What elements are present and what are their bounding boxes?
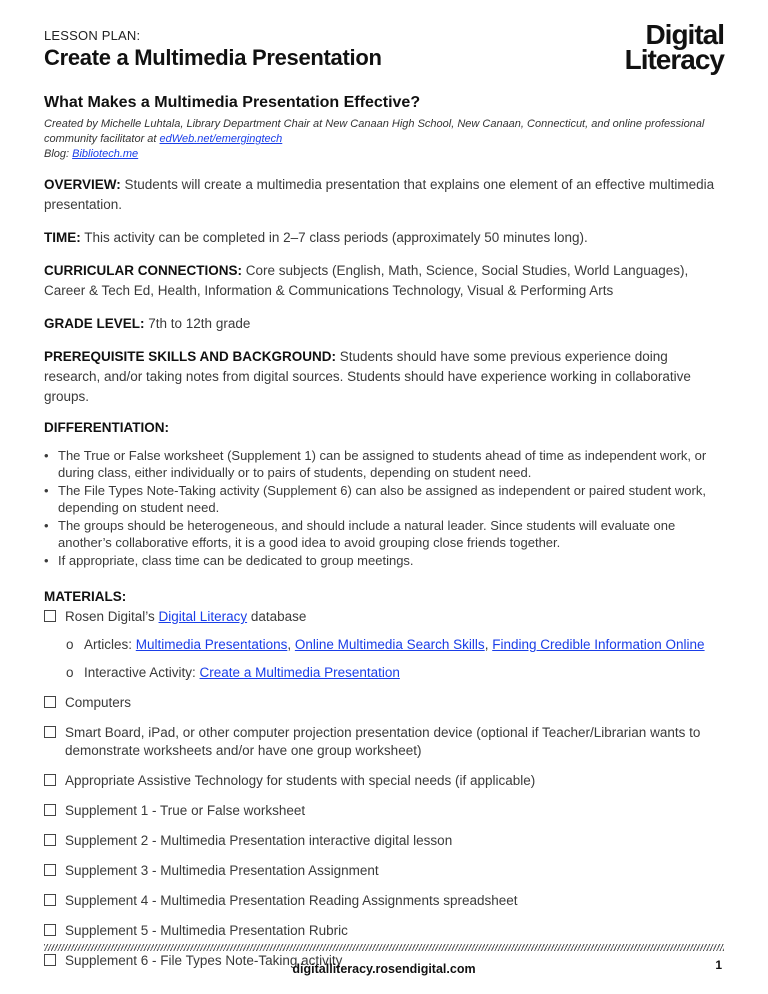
articles-subitem: o Articles: Multimedia Presentations, Online Multimedia Search Skills, Finding Credible Information Online xyxy=(66,637,705,652)
credit-text: Created by Michelle Luhtala, Library Department Chair at New Canaan High School, New Canaan, Connecticut, and online professional community facilitator at xyxy=(44,118,705,145)
overview-label: OVERVIEW: xyxy=(44,177,121,192)
page-header xyxy=(44,19,724,78)
materials-item xyxy=(44,862,724,880)
grade-paragraph xyxy=(44,314,724,334)
logo-line-2: Literacy xyxy=(624,44,724,75)
materials-item-text: Supplement 4 - Multimedia Presentation Reading Assignments spreadsheet xyxy=(65,893,518,908)
article-link-finding-credible-info[interactable]: Finding Credible Information Online xyxy=(492,637,705,652)
digital-literacy-link[interactable]: Digital Literacy xyxy=(158,609,248,624)
checkbox-icon xyxy=(44,726,56,738)
digital-literacy-logo xyxy=(585,19,724,75)
list-item: • If appropriate, class time can be dedicated to group meetings. xyxy=(44,552,724,569)
lesson-title: Create a Multimedia Presentation xyxy=(44,45,382,70)
circle-bullet-icon: o xyxy=(66,665,74,680)
prereq-paragraph xyxy=(44,347,724,407)
materials-item-text: Supplement 2 - Multimedia Presentation interactive digital lesson xyxy=(65,833,453,848)
page-number: 1 xyxy=(715,958,722,972)
materials-item-text: Supplement 6 - File Types Note-Taking activity xyxy=(65,953,343,968)
list-item: • The groups should be heterogeneous, and should include a natural leader. Since students will evaluate one another’s collaborative efforts, it is a good idea to avoid grouping close friends together. xyxy=(44,517,724,551)
time-label: TIME: xyxy=(44,230,81,245)
checkbox-icon xyxy=(44,696,56,708)
grade-label: GRADE LEVEL: xyxy=(44,316,145,331)
checkbox-icon xyxy=(44,834,56,846)
overview-text: Students will create a multimedia presentation that explains one element of an effective multimedia presentation. xyxy=(44,177,715,212)
list-item: • The True or False worksheet (Supplement 1) can be assigned to students ahead of time as independent work, or during class, either individually or to pairs of students, depending on student need. xyxy=(44,447,724,481)
materials-item-text: Appropriate Assistive Technology for students with special needs (if applicable) xyxy=(65,773,536,788)
interactive-activity-link[interactable]: Create a Multimedia Presentation xyxy=(199,665,400,680)
list-item: • The File Types Note-Taking activity (Supplement 6) can also be assigned as independent or paired student work, depending on student need. xyxy=(44,482,724,516)
materials-item xyxy=(44,892,724,910)
article-link-online-multimedia-search[interactable]: Online Multimedia Search Skills xyxy=(294,637,485,652)
logo-line-1: Digital xyxy=(645,19,724,50)
checkbox-icon xyxy=(44,804,56,816)
curricular-text: Core subjects (English, Math, Science, Social Studies, World Languages), Career & Tech Ed, Health, Information & Communications Technology, Visual & Performing Arts xyxy=(44,263,689,298)
curricular-paragraph xyxy=(44,261,724,301)
circle-bullet-icon: o xyxy=(66,637,74,652)
materials-item xyxy=(44,802,724,820)
differentiation-heading: DIFFERENTIATION: xyxy=(44,420,169,435)
prereq-text: Students should have some previous experience doing research, and/or taking notes from digital sources. Students should have experience working in collaborative groups. xyxy=(44,349,691,404)
prereq-label: PREREQUISITE SKILLS AND BACKGROUND: xyxy=(44,349,337,364)
interactive-subitem xyxy=(44,664,724,682)
section-title: What Makes a Multimedia Presentation Effective? xyxy=(44,94,421,111)
materials-heading: MATERIALS: xyxy=(44,589,127,604)
materials-item xyxy=(44,772,724,790)
grade-text: 7th to 12th grade xyxy=(144,316,251,331)
articles-prefix: Articles: xyxy=(84,637,136,652)
materials-item xyxy=(44,694,724,712)
materials-section xyxy=(44,589,724,970)
checkbox-icon xyxy=(44,610,56,622)
curricular-label: CURRICULAR CONNECTIONS: xyxy=(44,263,242,278)
differentiation-list xyxy=(44,447,724,569)
lesson-plan-label: LESSON PLAN: xyxy=(44,28,141,43)
materials-item xyxy=(44,832,724,850)
materials-item-text: Supplement 5 - Multimedia Presentation Rubric xyxy=(65,923,348,938)
blog-link[interactable]: Bibliotech.me xyxy=(72,148,139,160)
lesson-content xyxy=(44,94,724,970)
blog-label: Blog: xyxy=(44,148,73,160)
time-paragraph xyxy=(44,228,724,248)
checkbox-icon xyxy=(44,864,56,876)
author-credit xyxy=(44,117,724,162)
interactive-prefix: Interactive Activity: xyxy=(84,665,200,680)
footer-divider xyxy=(44,944,724,951)
checkbox-icon xyxy=(44,924,56,936)
time-text: This activity can be completed in 2–7 class periods (approximately 50 minutes long). xyxy=(80,230,588,245)
article-link-multimedia-presentations[interactable]: Multimedia Presentations xyxy=(135,637,288,652)
database-suffix: database xyxy=(247,609,307,624)
footer-url: digitalliteracy.rosendigital.com xyxy=(292,962,476,976)
database-prefix: Rosen Digital’s xyxy=(65,609,159,624)
checkbox-icon xyxy=(44,774,56,786)
materials-item-text: Smart Board, iPad, or other computer projection presentation device (optional if Teacher/Librarian wants to demonstrate worksheets and/or have one group worksheet) xyxy=(65,725,701,758)
materials-item xyxy=(44,922,724,940)
materials-item-text: Computers xyxy=(65,695,132,710)
edweb-link[interactable]: edWeb.net/emergingtech xyxy=(159,133,283,145)
materials-item-text: Supplement 1 - True or False worksheet xyxy=(65,803,306,818)
materials-item xyxy=(44,724,724,760)
materials-item-text: Supplement 3 - Multimedia Presentation Assignment xyxy=(65,863,379,878)
checkbox-icon xyxy=(44,894,56,906)
materials-item-database xyxy=(44,608,724,626)
overview-paragraph xyxy=(44,175,724,215)
